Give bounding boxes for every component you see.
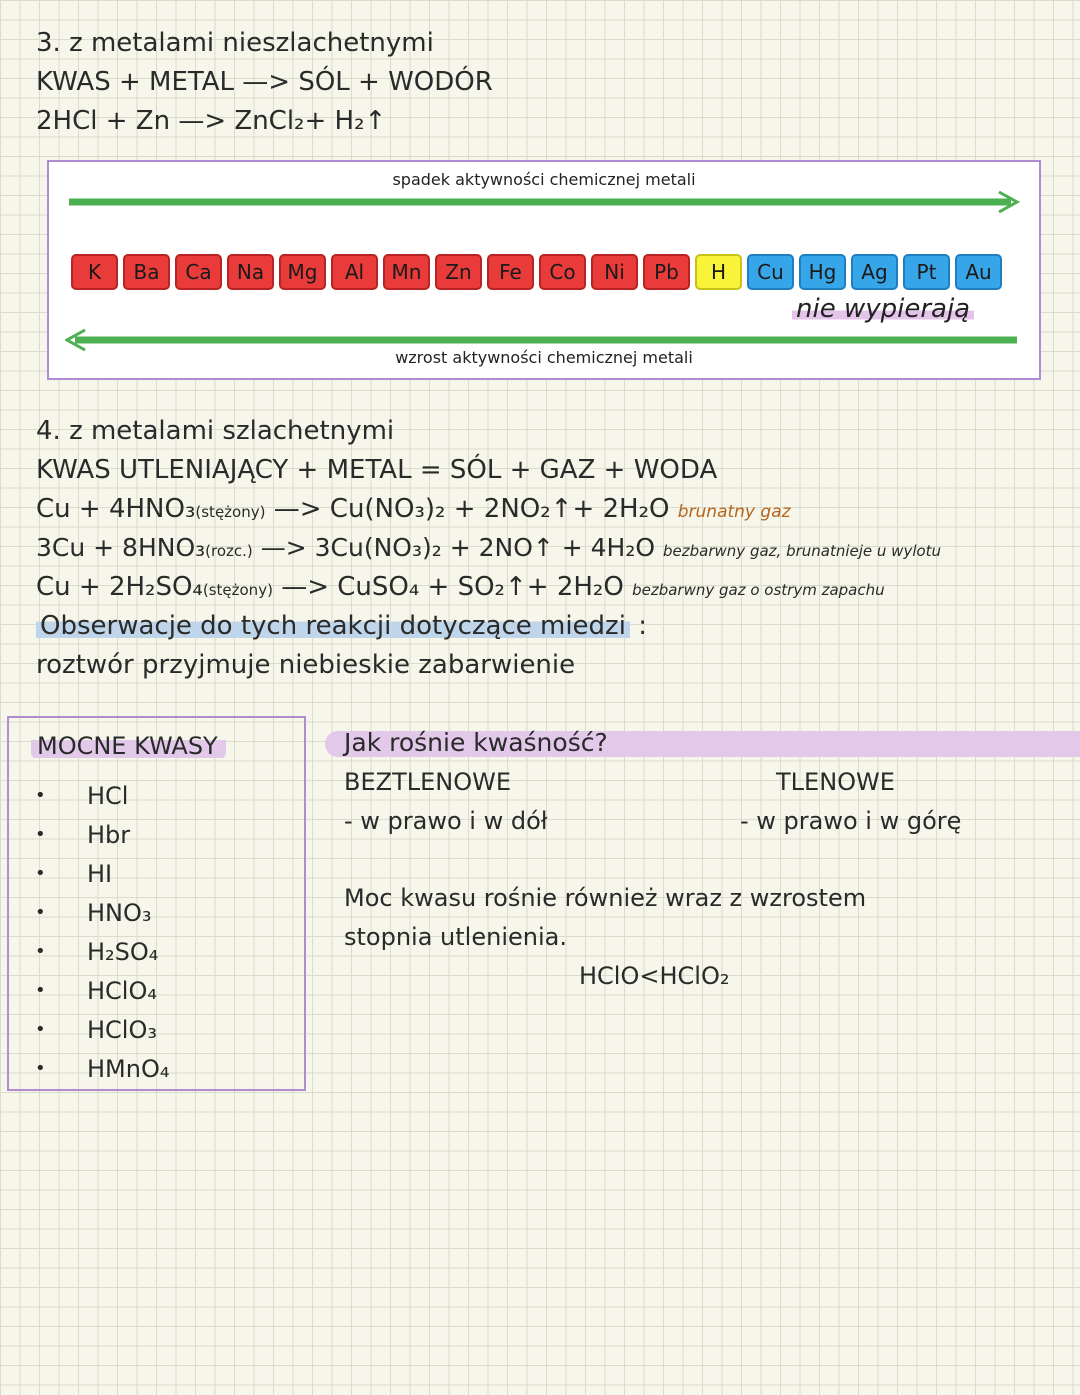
acid-formula: H₂SO₄ (87, 937, 159, 966)
element-tile-ba: Ba (123, 254, 170, 290)
section4-general-equation: KWAS UTLENIAJĄCY + METAL = SÓL + GAZ + WODA (36, 455, 718, 485)
bullet-icon: • (35, 824, 46, 845)
acid-formula: HCl (87, 781, 129, 810)
reaction-lhs: Cu + 2H₂SO₄ (36, 572, 203, 602)
reaction-condition: (stężony) (202, 581, 273, 599)
element-tile-co: Co (539, 254, 586, 290)
element-tile-ca: Ca (175, 254, 222, 290)
reaction-lhs: 3Cu + 8HNO₃ (36, 533, 206, 562)
reaction-condition: (stężony) (195, 503, 266, 521)
section3-example-equation: 2HCl + Zn —> ZnCl₂+ H₂↑ (36, 106, 387, 136)
element-tile-pt: Pt (903, 254, 950, 290)
element-tile-ni: Ni (591, 254, 638, 290)
reaction-1 (36, 494, 791, 524)
element-tile-fe: Fe (487, 254, 534, 290)
element-tile-hg: Hg (799, 254, 846, 290)
element-tile-au: Au (955, 254, 1002, 290)
reaction-condition: (rozc.) (205, 542, 253, 560)
element-tile-mn: Mn (383, 254, 430, 290)
list-item (35, 854, 169, 893)
tlenowe-rule: - w prawo i w górę (740, 807, 962, 835)
beztlenowe-rule: - w prawo i w dół (344, 807, 548, 835)
element-tile-mg: Mg (279, 254, 326, 290)
reaction-note: bezbarwny gaz, brunatnieje u wylotu (663, 542, 942, 560)
observation-colon: : (629, 611, 647, 641)
series-top-caption: spadek aktywności chemicznej metali (392, 170, 696, 189)
strong-acids-title: MOCNE KWASY (31, 732, 226, 760)
element-tile-pb: Pb (643, 254, 690, 290)
section3-heading: 3. z metalami nieszlachetnymi (36, 28, 434, 58)
element-tile-ag: Ag (851, 254, 898, 290)
element-series (71, 254, 1002, 290)
strength-example: HClO<HClO₂ (579, 962, 730, 990)
element-tile-cu: Cu (747, 254, 794, 290)
bullet-icon: • (35, 1019, 46, 1040)
list-item (35, 893, 169, 932)
list-item (35, 776, 169, 815)
reaction-rhs: —> CuSO₄ + SO₂↑+ 2H₂O (272, 572, 624, 602)
reaction-lhs: Cu + 4HNO₃ (36, 494, 196, 524)
acid-formula: HI (87, 859, 113, 888)
acidity-question: Jak rośnie kwaśność? (344, 728, 608, 757)
list-item (35, 1010, 169, 1049)
section4-heading: 4. z metalami szlachetnymi (36, 416, 395, 446)
acid-formula: HClO₃ (87, 1015, 157, 1044)
element-tile-zn: Zn (435, 254, 482, 290)
acid-formula: Hbr (87, 820, 131, 849)
acid-formula: HNO₃ (87, 898, 152, 927)
nie-wypieraja-note: nie wypierają (792, 294, 974, 324)
reaction-note: brunatny gaz (677, 502, 791, 522)
reaction-rhs: —> 3Cu(NO₃)₂ + 2NO↑ + 4H₂O (252, 533, 656, 562)
bullet-icon: • (35, 1058, 46, 1079)
bullet-icon: • (35, 785, 46, 806)
element-tile-h: H (695, 254, 742, 290)
bullet-icon: • (35, 941, 46, 962)
acid-formula: HMnO₄ (87, 1054, 170, 1083)
bullet-icon: • (35, 863, 46, 884)
strength-line-1: Moc kwasu rośnie również wraz z wzrostem (344, 884, 867, 912)
reaction-note: bezbarwny gaz o ostrym zapachu (632, 581, 885, 599)
bullet-icon: • (35, 980, 46, 1001)
reaction-3 (36, 572, 885, 602)
bullet-icon: • (35, 902, 46, 923)
element-tile-k: K (71, 254, 118, 290)
right-arrow-icon (67, 190, 1023, 214)
beztlenowe-title: BEZTLENOWE (344, 768, 512, 796)
list-item (35, 971, 169, 1010)
observation-label: Obserwacje do tych reakcji dotyczące miedzi (36, 611, 630, 641)
section3-general-equation: KWAS + METAL —> SÓL + WODÓR (36, 67, 493, 97)
reaction-2 (36, 533, 941, 562)
list-item (35, 932, 169, 971)
element-tile-na: Na (227, 254, 274, 290)
tlenowe-title: TLENOWE (776, 768, 895, 796)
strong-acids-box (7, 716, 306, 1091)
reaction-rhs: —> Cu(NO₃)₂ + 2NO₂↑+ 2H₂O (265, 494, 670, 524)
observation-heading (36, 611, 647, 641)
strength-line-2: stopnia utlenienia. (344, 923, 567, 951)
list-item (35, 1049, 169, 1088)
acid-formula: HClO₄ (87, 976, 157, 1005)
strong-acids-list (35, 776, 169, 1088)
observation-text: roztwór przyjmuje niebieskie zabarwienie (36, 650, 576, 680)
list-item (35, 815, 169, 854)
activity-series-box (47, 160, 1041, 380)
element-tile-al: Al (331, 254, 378, 290)
series-bottom-caption: wzrost aktywności chemicznej metali (395, 348, 693, 367)
